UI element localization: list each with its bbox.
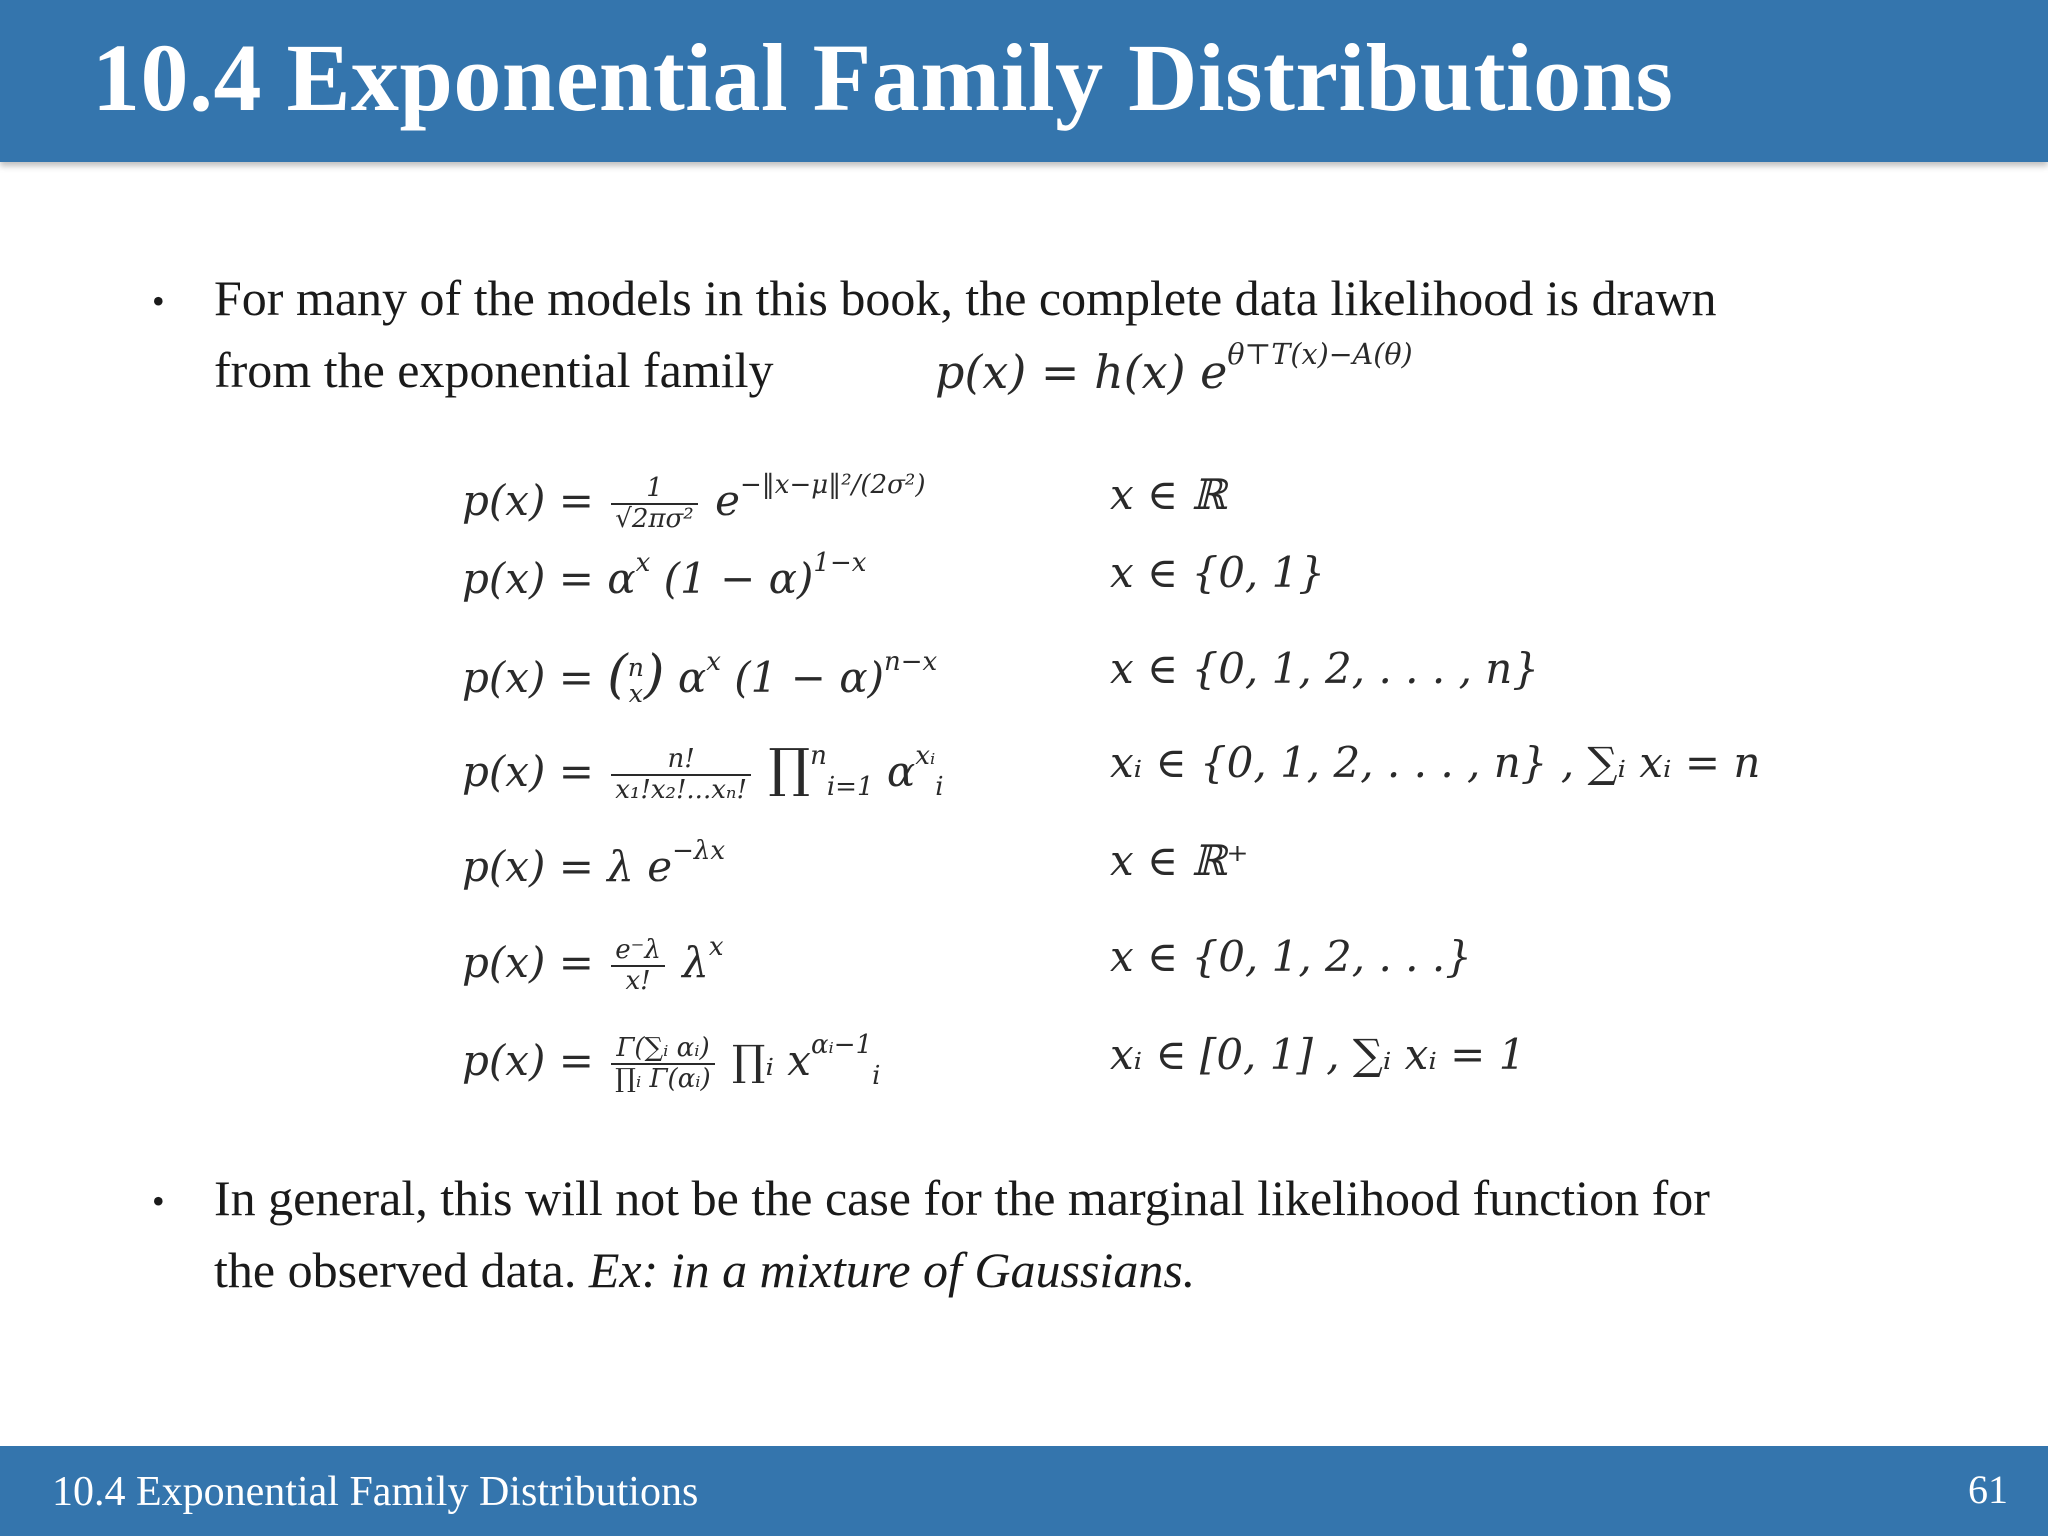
formula-lhs: p(x) = λ e [462,842,673,892]
title-banner [0,0,2048,162]
formula-term: ∏ᵢ x [732,1036,811,1086]
distribution-domain: x ∈ ℝ [1110,470,1227,519]
bullet-dot-1: • [152,281,165,321]
fraction-numerator: e⁻λ [611,936,665,967]
distribution-domain: x ∈ {0, 1, 2, . . . , n} [1110,644,1540,693]
slide-title: 10.4 Exponential Family Distributions [92,24,1674,131]
formula-fraction [611,745,751,804]
formula-fraction [611,474,697,533]
distribution-formula [462,836,725,891]
formula-exponent: αᵢ−1 [810,1030,873,1060]
binomial-coefficient [627,652,644,708]
product-upper: n [810,740,827,771]
formula-lhs: p(x) = [462,476,594,526]
fraction-denominator: x₁!x₂!...xₙ! [615,775,747,805]
exponential-family-equation [935,338,1413,399]
distribution-domain: xᵢ ∈ [0, 1] , ∑ᵢ xᵢ = 1 [1110,1030,1526,1079]
formula-exponent: −λx [672,836,726,866]
distribution-formula [462,738,944,805]
formula-term: (1 − α) [663,554,814,604]
formula-exponent: x [706,646,721,677]
distribution-row-bernoulli [462,540,1862,620]
formula-exponent: 1−x [813,548,867,578]
definition-lhs: p(x) = h(x) e [935,345,1228,400]
formula-exponent: n−x [883,646,938,677]
formula-term: e [715,476,740,526]
bullet-2-italic-example: Ex: in a mixture of Gaussians. [588,1242,1196,1298]
bullet-dot-2: • [152,1181,165,1221]
definition-exponent: θ⊤T(x)−A(θ) [1227,338,1413,371]
formula-exponent: −‖x−μ‖²/(2σ²) [739,470,926,500]
fraction-numerator: 1 [611,474,697,505]
distribution-domain: xᵢ ∈ {0, 1, 2, . . . , n} , ∑ᵢ xᵢ = n [1110,738,1761,787]
bullet-1-line-2: from the exponential family [214,342,774,398]
formula-subscript: i [872,1061,881,1092]
distribution-domain: x ∈ {0, 1, 2, . . .} [1110,932,1472,981]
formula-fraction [611,1034,714,1093]
formula-lhs: p(x) = [462,653,594,702]
binomial-bottom: x [628,679,643,708]
distribution-formula [462,1030,880,1094]
fraction-denominator: x! [625,966,651,997]
formula-exponent: x [708,932,724,962]
binomial-top: n [627,652,644,682]
bullet-2-line-1: In general, this will not be the case for the marginal likelihood function for [214,1170,1710,1226]
formula-exponent: xᵢ [915,740,936,771]
distribution-row-dirichlet [462,1022,1862,1102]
distribution-formula [462,548,866,603]
bullet-1-line-1: For many of the models in this book, the complete data likelihood is drawn [214,270,1717,326]
distribution-formula [462,932,724,996]
formula-lhs: p(x) = α [462,554,636,604]
formula-term: (1 − α) [734,653,884,702]
footer-title: 10.4 Exponential Family Distributions [52,1469,699,1515]
distribution-domain: x ∈ ℝ⁺ [1110,836,1249,885]
formula-term: α [886,747,916,796]
formula-term: α [677,653,707,702]
bullet-paragraph-2 [214,1162,1974,1306]
formula-term: λ [682,938,709,988]
footer-banner [0,1446,2048,1536]
formula-lhs: p(x) = [462,1036,594,1086]
page-number: 61 [1968,1467,2008,1512]
product-symbol: ∏ [768,738,811,799]
fraction-numerator: n! [611,745,751,776]
distribution-row-multinomial [462,730,1862,810]
product-lower: i=1 [826,772,874,803]
formula-lhs: p(x) = [462,938,594,988]
distribution-row-binomial [462,636,1862,716]
fraction-denominator: ∏ᵢ Γ(αᵢ) [615,1064,711,1095]
formula-exponent: x [635,548,651,578]
bullet-2-line-2 [214,1234,1974,1306]
distribution-formula [462,470,925,534]
distribution-row-exponential [462,828,1862,908]
distribution-row-gaussian [462,462,1862,542]
fraction-numerator: Γ(∑ᵢ αᵢ) [611,1034,714,1065]
formula-lhs: p(x) = [462,747,594,796]
distribution-row-poisson [462,924,1862,1004]
bullet-2-plain-text: the observed data. [214,1242,589,1298]
formula-fraction [611,936,665,995]
distribution-formula: p(x) = ( n x ) $\alpha^x$ $(1 - \alpha)^{n-x}$ [462,644,938,708]
formula-subscript: i [935,772,944,803]
fraction-denominator: √2πσ² [615,504,694,535]
distribution-domain: x ∈ {0, 1} [1110,548,1326,597]
